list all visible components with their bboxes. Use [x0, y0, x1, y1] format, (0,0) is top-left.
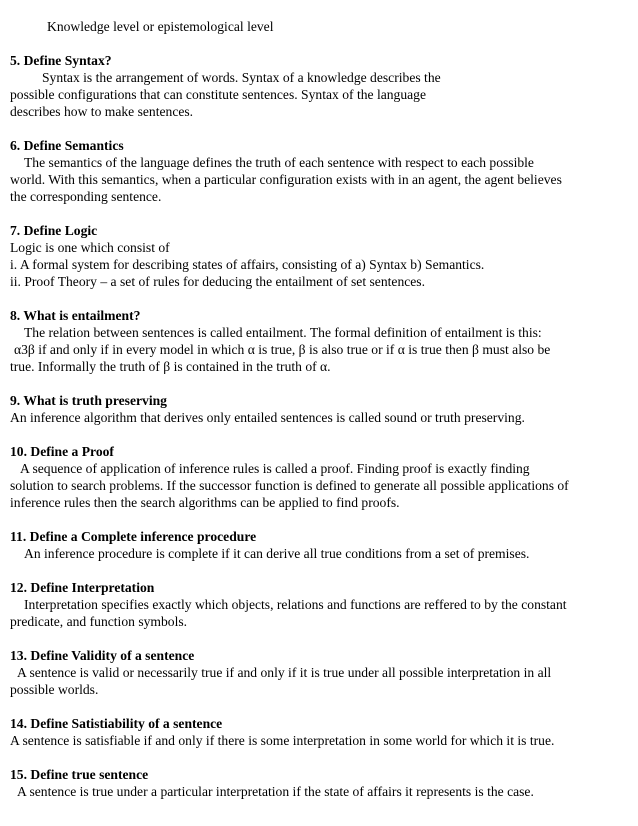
section-satisfiability	[10, 715, 632, 749]
section-heading: 11. Define a Complete inference procedure	[10, 529, 257, 544]
paragraph-line: The relation between sentences is called entailment. The formal definition of entailment is this:	[24, 325, 542, 340]
paragraph-line: the corresponding sentence.	[10, 189, 162, 204]
paragraph-line: A sentence is satisfiable if and only if there is some interpretation in some world for which it is true.	[10, 733, 555, 748]
paragraph-line: The semantics of the language defines the truth of each sentence with respect to each possible	[24, 155, 534, 170]
section-truth-preserving	[10, 392, 632, 426]
paragraph-line: A sequence of application of inference rules is called a proof. Finding proof is exactly finding	[20, 461, 530, 476]
section-entailment	[10, 307, 632, 375]
section-heading: 14. Define Satistiability of a sentence	[10, 716, 223, 731]
section-logic	[10, 222, 632, 290]
section-true-sentence	[10, 766, 632, 800]
section-heading: 15. Define true sentence	[10, 767, 149, 782]
section-complete-inference	[10, 528, 632, 562]
section-heading: 5. Define Syntax?	[10, 53, 112, 68]
paragraph-line: α3β if and only if in every model in which α is true, β is also true or if α is true then β must also be	[14, 342, 551, 357]
paragraph-line: true. Informally the truth of β is contained in the truth of α.	[10, 359, 331, 374]
paragraph-line: world. With this semantics, when a particular configuration exists with in an agent, the agent believes	[10, 172, 562, 187]
section-heading: 8. What is entailment?	[10, 308, 141, 323]
section-proof	[10, 443, 632, 511]
intro-text: Knowledge level or epistemological level	[47, 19, 274, 34]
paragraph-line: Interpretation specifies exactly which objects, relations and functions are reffered to by the constant	[24, 597, 567, 612]
section-heading: 12. Define Interpretation	[10, 580, 155, 595]
paragraph-line: possible worlds.	[10, 682, 99, 697]
section-validity	[10, 647, 632, 698]
paragraph-line: An inference algorithm that derives only entailed sentences is called sound or truth preserving.	[10, 410, 525, 425]
list-item: i. A formal system for describing states of affairs, consisting of a) Syntax b) Semantics.	[10, 257, 485, 272]
paragraph-line: predicate, and function symbols.	[10, 614, 188, 629]
paragraph-line: inference rules then the search algorithms can be applied to find proofs.	[10, 495, 400, 510]
paragraph-line: Logic is one which consist of	[10, 240, 170, 255]
section-heading: 13. Define Validity of a sentence	[10, 648, 195, 663]
section-semantics	[10, 137, 632, 205]
paragraph-line: solution to search problems. If the successor function is defined to generate all possible applications of	[10, 478, 569, 493]
paragraph-line: A sentence is valid or necessarily true if and only if it is true under all possible interpretation in all	[17, 665, 552, 680]
paragraph-line: possible configurations that can constitute sentences. Syntax of the language	[10, 87, 427, 102]
section-heading: 7. Define Logic	[10, 223, 98, 238]
section-heading: 6. Define Semantics	[10, 138, 124, 153]
section-heading: 9. What is truth preserving	[10, 393, 167, 408]
section-interpretation	[10, 579, 632, 630]
paragraph-line: describes how to make sentences.	[10, 104, 194, 119]
paragraph-line: A sentence is true under a particular interpretation if the state of affairs it represents is the case.	[17, 784, 534, 799]
paragraph-line: Syntax is the arrangement of words. Syntax of a knowledge describes the	[42, 70, 441, 85]
list-item: ii. Proof Theory – a set of rules for deducing the entailment of set sentences.	[10, 274, 425, 289]
section-heading: 10. Define a Proof	[10, 444, 114, 459]
paragraph-line: An inference procedure is complete if it can derive all true conditions from a set of premises.	[24, 546, 530, 561]
section-syntax	[10, 52, 632, 120]
document-page	[10, 18, 632, 817]
